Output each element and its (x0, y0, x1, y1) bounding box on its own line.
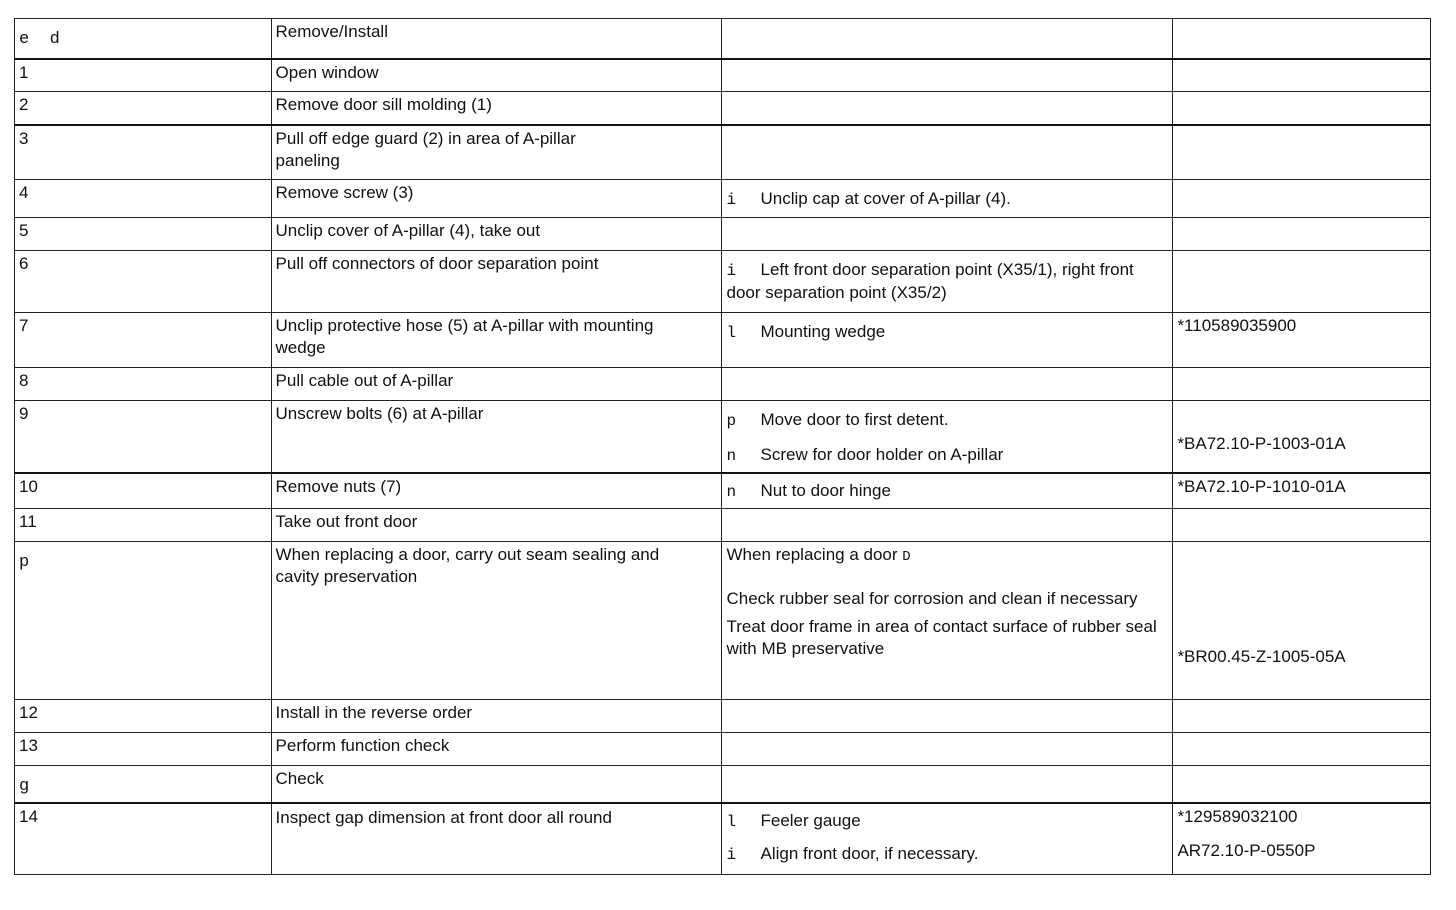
step-notes (722, 766, 1173, 803)
step-notes (722, 92, 1173, 125)
step-text: Open window (271, 59, 722, 92)
step-notes (722, 700, 1173, 733)
step-refs (1173, 473, 1431, 509)
procedure-icon: p (726, 412, 737, 430)
table-row (15, 401, 1431, 473)
note-item (726, 588, 1168, 610)
info-icon: i (726, 845, 737, 864)
note-text: Unclip cap at cover of A-pillar (4). (760, 189, 1011, 208)
table-row (15, 218, 1431, 251)
step-text: Unclip protective hose (5) at A-pillar with mounting wedge (271, 313, 722, 368)
step-text: Check (271, 766, 722, 803)
table-row (15, 368, 1431, 401)
step-notes (722, 509, 1173, 542)
step-text: Remove screw (3) (271, 180, 722, 218)
note-item (726, 253, 1168, 304)
step-refs (1173, 251, 1431, 313)
table-row (15, 733, 1431, 766)
step-text: Perform function check (271, 733, 722, 766)
info-icon: i (726, 262, 737, 280)
note-text: Feeler gauge (760, 810, 861, 830)
reference-code[interactable]: *BA72.10-P-1010-01A (1177, 476, 1346, 496)
reference-code[interactable]: *129589032100 (1177, 806, 1298, 826)
reference-code[interactable]: *110589035900 (1177, 316, 1297, 335)
step-refs (1173, 92, 1431, 125)
note-text: Treat door frame in area of contact surface of rubber seal with MB preservative (726, 617, 1157, 658)
note-item (726, 616, 1168, 660)
step-notes (722, 218, 1173, 251)
reference-code[interactable]: AR72.10-P-0550P (1177, 840, 1316, 860)
step-notes (722, 251, 1173, 313)
step-refs (1173, 542, 1431, 700)
reference-code[interactable]: *BA72.10-P-1003-01A (1177, 434, 1346, 453)
step-refs (1173, 313, 1431, 368)
step-text: Pull off edge guard (2) in area of A-pillar paneling (271, 125, 722, 180)
table-row (15, 313, 1431, 368)
step-text: Unscrew bolts (6) at A-pillar (271, 401, 722, 473)
note-text: Align front door, if necessary. (760, 843, 979, 863)
note-item (726, 806, 1168, 833)
note-text: When replacing a door (726, 545, 898, 564)
step-number: 10 (15, 473, 272, 509)
step-number: 4 (15, 180, 272, 218)
table-row (15, 125, 1431, 180)
step-number: 12 (15, 700, 272, 733)
note-item (726, 476, 1168, 503)
note-item (726, 403, 1168, 432)
torque-icon: n (726, 482, 737, 501)
step-notes (722, 368, 1173, 401)
step-number: 14 (15, 803, 272, 875)
step-number: 5 (15, 218, 272, 251)
step-refs (1173, 803, 1431, 875)
table-row (15, 700, 1431, 733)
step-number: 6 (15, 251, 272, 313)
table-row (15, 766, 1431, 803)
step-text: Install in the reverse order (271, 700, 722, 733)
note-text: Left front door separation point (X35/1), right front door separation point (X35/2) (726, 260, 1134, 302)
step-notes (722, 733, 1173, 766)
step-number: 13 (15, 733, 272, 766)
step-notes (722, 803, 1173, 875)
tool-icon: l (726, 324, 737, 342)
step-refs (1173, 218, 1431, 251)
step-number: 8 (15, 368, 272, 401)
tool-icon: l (726, 812, 737, 831)
step-number: 7 (15, 313, 272, 368)
step-number: 3 (15, 125, 272, 180)
step-refs (1173, 766, 1431, 803)
info-icon: i (726, 191, 737, 209)
note-text: Screw for door holder on A-pillar (760, 445, 1004, 464)
step-refs (1173, 509, 1431, 542)
step-symbol: g (15, 766, 272, 803)
step-notes (722, 313, 1173, 368)
procedure-table (14, 18, 1431, 875)
step-refs (1173, 125, 1431, 180)
note-suffix: D (902, 549, 911, 565)
step-number: 2 (15, 92, 272, 125)
step-symbol: p (15, 542, 272, 700)
note-text: Move door to first detent. (760, 410, 949, 429)
header-symbol-cell: e d (15, 19, 272, 59)
step-text: Remove nuts (7) (271, 473, 722, 509)
step-text: When replacing a door, carry out seam sealing and cavity preservation (271, 542, 722, 700)
step-text: Take out front door (271, 509, 722, 542)
note-item (726, 182, 1168, 211)
header-notes-cell (722, 19, 1173, 59)
step-notes (722, 542, 1173, 700)
note-text: Nut to door hinge (760, 480, 891, 500)
step-notes (722, 473, 1173, 509)
table-row (15, 92, 1431, 125)
step-refs (1173, 401, 1431, 473)
step-refs (1173, 733, 1431, 766)
note-text: Check rubber seal for corrosion and clean if necessary (726, 589, 1138, 608)
step-refs (1173, 368, 1431, 401)
step-text: Remove door sill molding (1) (271, 92, 722, 125)
table-row (15, 803, 1431, 875)
note-item (726, 544, 1168, 568)
table-row (15, 180, 1431, 218)
header-refs-cell (1173, 19, 1431, 59)
step-number: 9 (15, 401, 272, 473)
torque-icon: n (726, 447, 737, 465)
step-text: Pull off connectors of door separation point (271, 251, 722, 313)
step-notes (722, 180, 1173, 218)
table-row (15, 251, 1431, 313)
reference-code[interactable]: *BR00.45-Z-1005-05A (1177, 647, 1346, 666)
step-notes (722, 59, 1173, 92)
table-row (15, 542, 1431, 700)
step-text: Unclip cover of A-pillar (4), take out (271, 218, 722, 251)
step-refs (1173, 59, 1431, 92)
header-title-cell: Remove/Install (271, 19, 722, 59)
step-text: Inspect gap dimension at front door all round (271, 803, 722, 875)
table-row (15, 509, 1431, 542)
note-item (726, 315, 1168, 344)
note-item (726, 843, 1168, 866)
note-item (726, 444, 1168, 467)
note-text: Mounting wedge (760, 322, 886, 341)
step-refs (1173, 180, 1431, 218)
step-notes (722, 125, 1173, 180)
step-refs (1173, 700, 1431, 733)
step-number: 1 (15, 59, 272, 92)
step-number: 11 (15, 509, 272, 542)
step-notes (722, 401, 1173, 473)
step-text: Pull cable out of A-pillar (271, 368, 722, 401)
table-row (15, 59, 1431, 92)
header-row (15, 19, 1431, 59)
table-row (15, 473, 1431, 509)
